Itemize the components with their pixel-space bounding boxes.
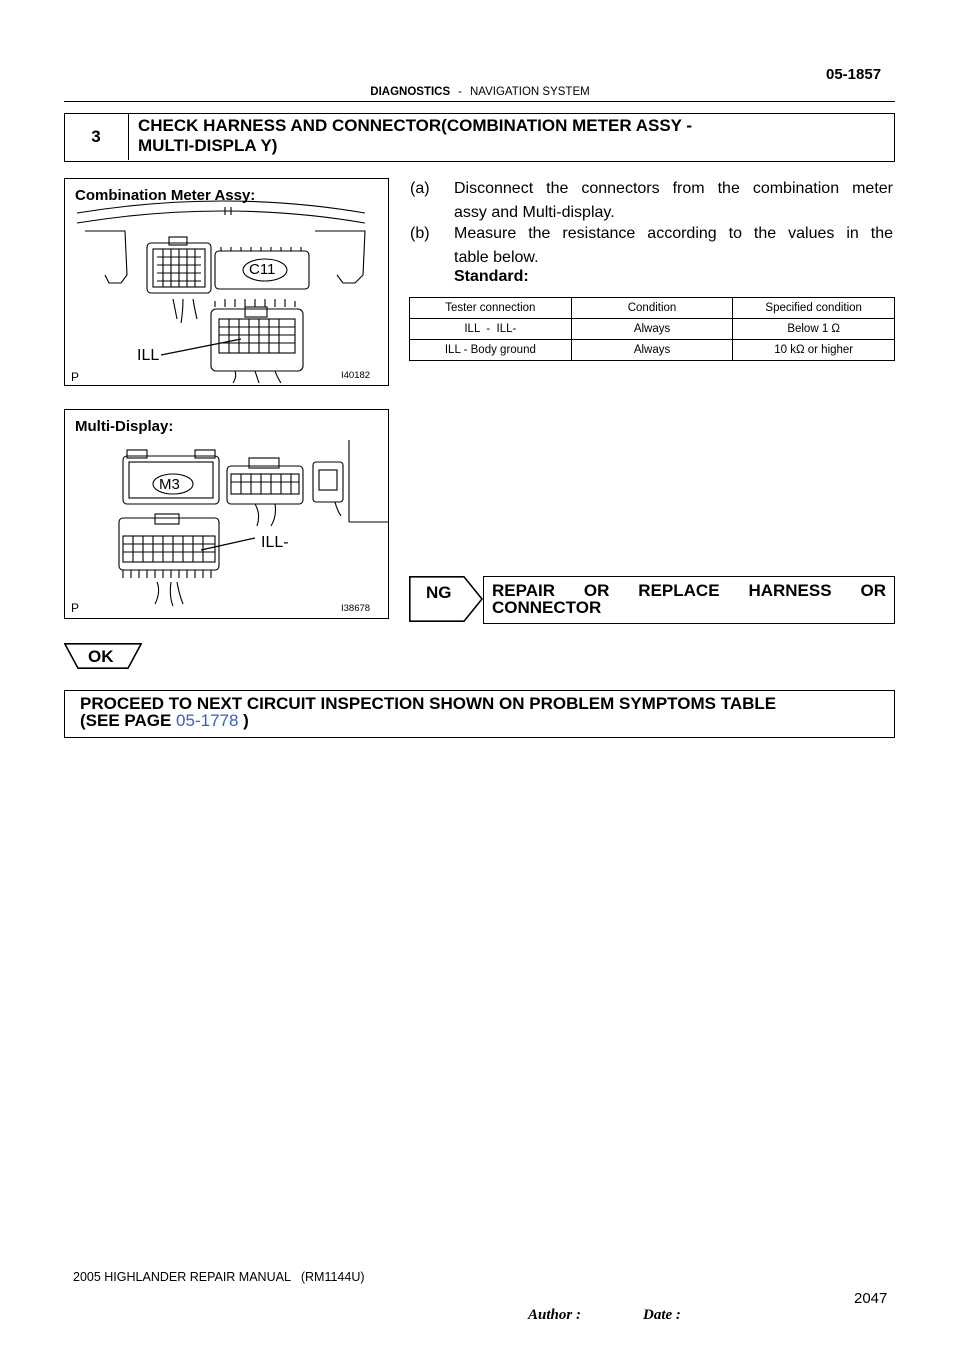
instruction-a-line2: assy and Multi-display. [454, 204, 615, 221]
header-dash: - [458, 86, 462, 98]
connector-label-m3: M3 [159, 476, 180, 493]
terminal-label-ill: ILL [137, 347, 160, 364]
table-cell: Always [571, 340, 733, 361]
connector-label-c11: C11 [249, 261, 276, 278]
instruction-a-text [454, 177, 893, 225]
instruction-a-label: (a) [410, 180, 430, 197]
ng-word: REPLACE [638, 581, 720, 600]
proceed-line2 [80, 712, 880, 729]
figure2-title: Multi-Display: [75, 418, 174, 435]
figure2-page-mark: P [71, 601, 80, 615]
ok-label: OK [88, 647, 114, 666]
header-subsection: NAVIGATION SYSTEM [470, 86, 590, 98]
ng-word: HARNESS [748, 581, 832, 600]
terminal-label-ill-minus: ILL- [261, 534, 289, 551]
instruction-b-label: (b) [410, 225, 430, 242]
instruction-a-line1: Disconnect the connectors from the combination meter [454, 180, 893, 197]
step-number: 3 [64, 113, 129, 160]
proceed-line2-prefix: (SEE PAGE [80, 711, 177, 730]
standard-label: Standard: [454, 268, 529, 285]
step-title [138, 116, 878, 156]
ng-word: OR [860, 581, 886, 600]
table-row [410, 340, 895, 361]
figure1-page-mark: P [71, 370, 80, 384]
table-cell: 10 kΩ or higher [733, 340, 895, 361]
step-title-line1: CHECK HARNESS AND CONNECTOR(COMBINATION METER ASSY - [138, 116, 693, 135]
table-cell: ILL - Body ground [410, 340, 572, 361]
table-header-cell: Specified condition [733, 298, 895, 319]
ng-action-line2: CONNECTOR [492, 598, 602, 617]
proceed-line1: PROCEED TO NEXT CIRCUIT INSPECTION SHOWN ON PROBLEM SYMPTOMS TABLE [80, 694, 777, 713]
figure1-code: I40182 [341, 370, 371, 381]
ng-word: OR [583, 581, 610, 600]
instruction-b-line2: table below. [454, 249, 539, 266]
manual-footer: 2005 HIGHLANDER REPAIR MANUAL (RM1144U) [73, 1270, 365, 1284]
page-link[interactable]: 05-1778 [176, 711, 239, 730]
spec-table [409, 297, 895, 361]
figure2-code: I38678 [341, 603, 371, 614]
figure-combination-meter [64, 178, 389, 386]
page-number: 05-1857 [826, 66, 882, 83]
ng-word: REPAIR [492, 581, 555, 600]
table-cell: ILL - ILL- [410, 319, 572, 340]
figure1-title: Combination Meter Assy: [75, 187, 256, 204]
multi-display-connector-drawing [65, 410, 388, 618]
author-label: Author : [528, 1307, 581, 1323]
header-section: DIAGNOSTICS [370, 86, 451, 98]
proceed-text [80, 695, 880, 729]
instruction-a [410, 177, 893, 225]
table-header-cell: Tester connection [410, 298, 572, 319]
instruction-b-text [454, 222, 893, 270]
table-header-row [410, 298, 895, 319]
combination-meter-connector-drawing [65, 179, 388, 385]
table-row [410, 319, 895, 340]
instruction-b-line1: Measure the resistance according to the values in the [454, 225, 893, 242]
table-header-cell: Condition [571, 298, 733, 319]
running-header [0, 86, 960, 98]
table-cell: Below 1 Ω [733, 319, 895, 340]
date-label: Date : [643, 1307, 681, 1323]
ng-action-line1 [492, 582, 886, 599]
table-cell: Always [571, 319, 733, 340]
instruction-b [410, 222, 893, 270]
step-title-line2: MULTI-DISPLA Y) [138, 136, 278, 155]
footer-page-number: 2047 [854, 1290, 888, 1307]
figure-multi-display [64, 409, 389, 619]
ng-action-text [492, 582, 886, 616]
ng-label: NG [426, 583, 452, 602]
header-rule [64, 101, 895, 102]
proceed-line2-suffix: ) [238, 711, 249, 730]
